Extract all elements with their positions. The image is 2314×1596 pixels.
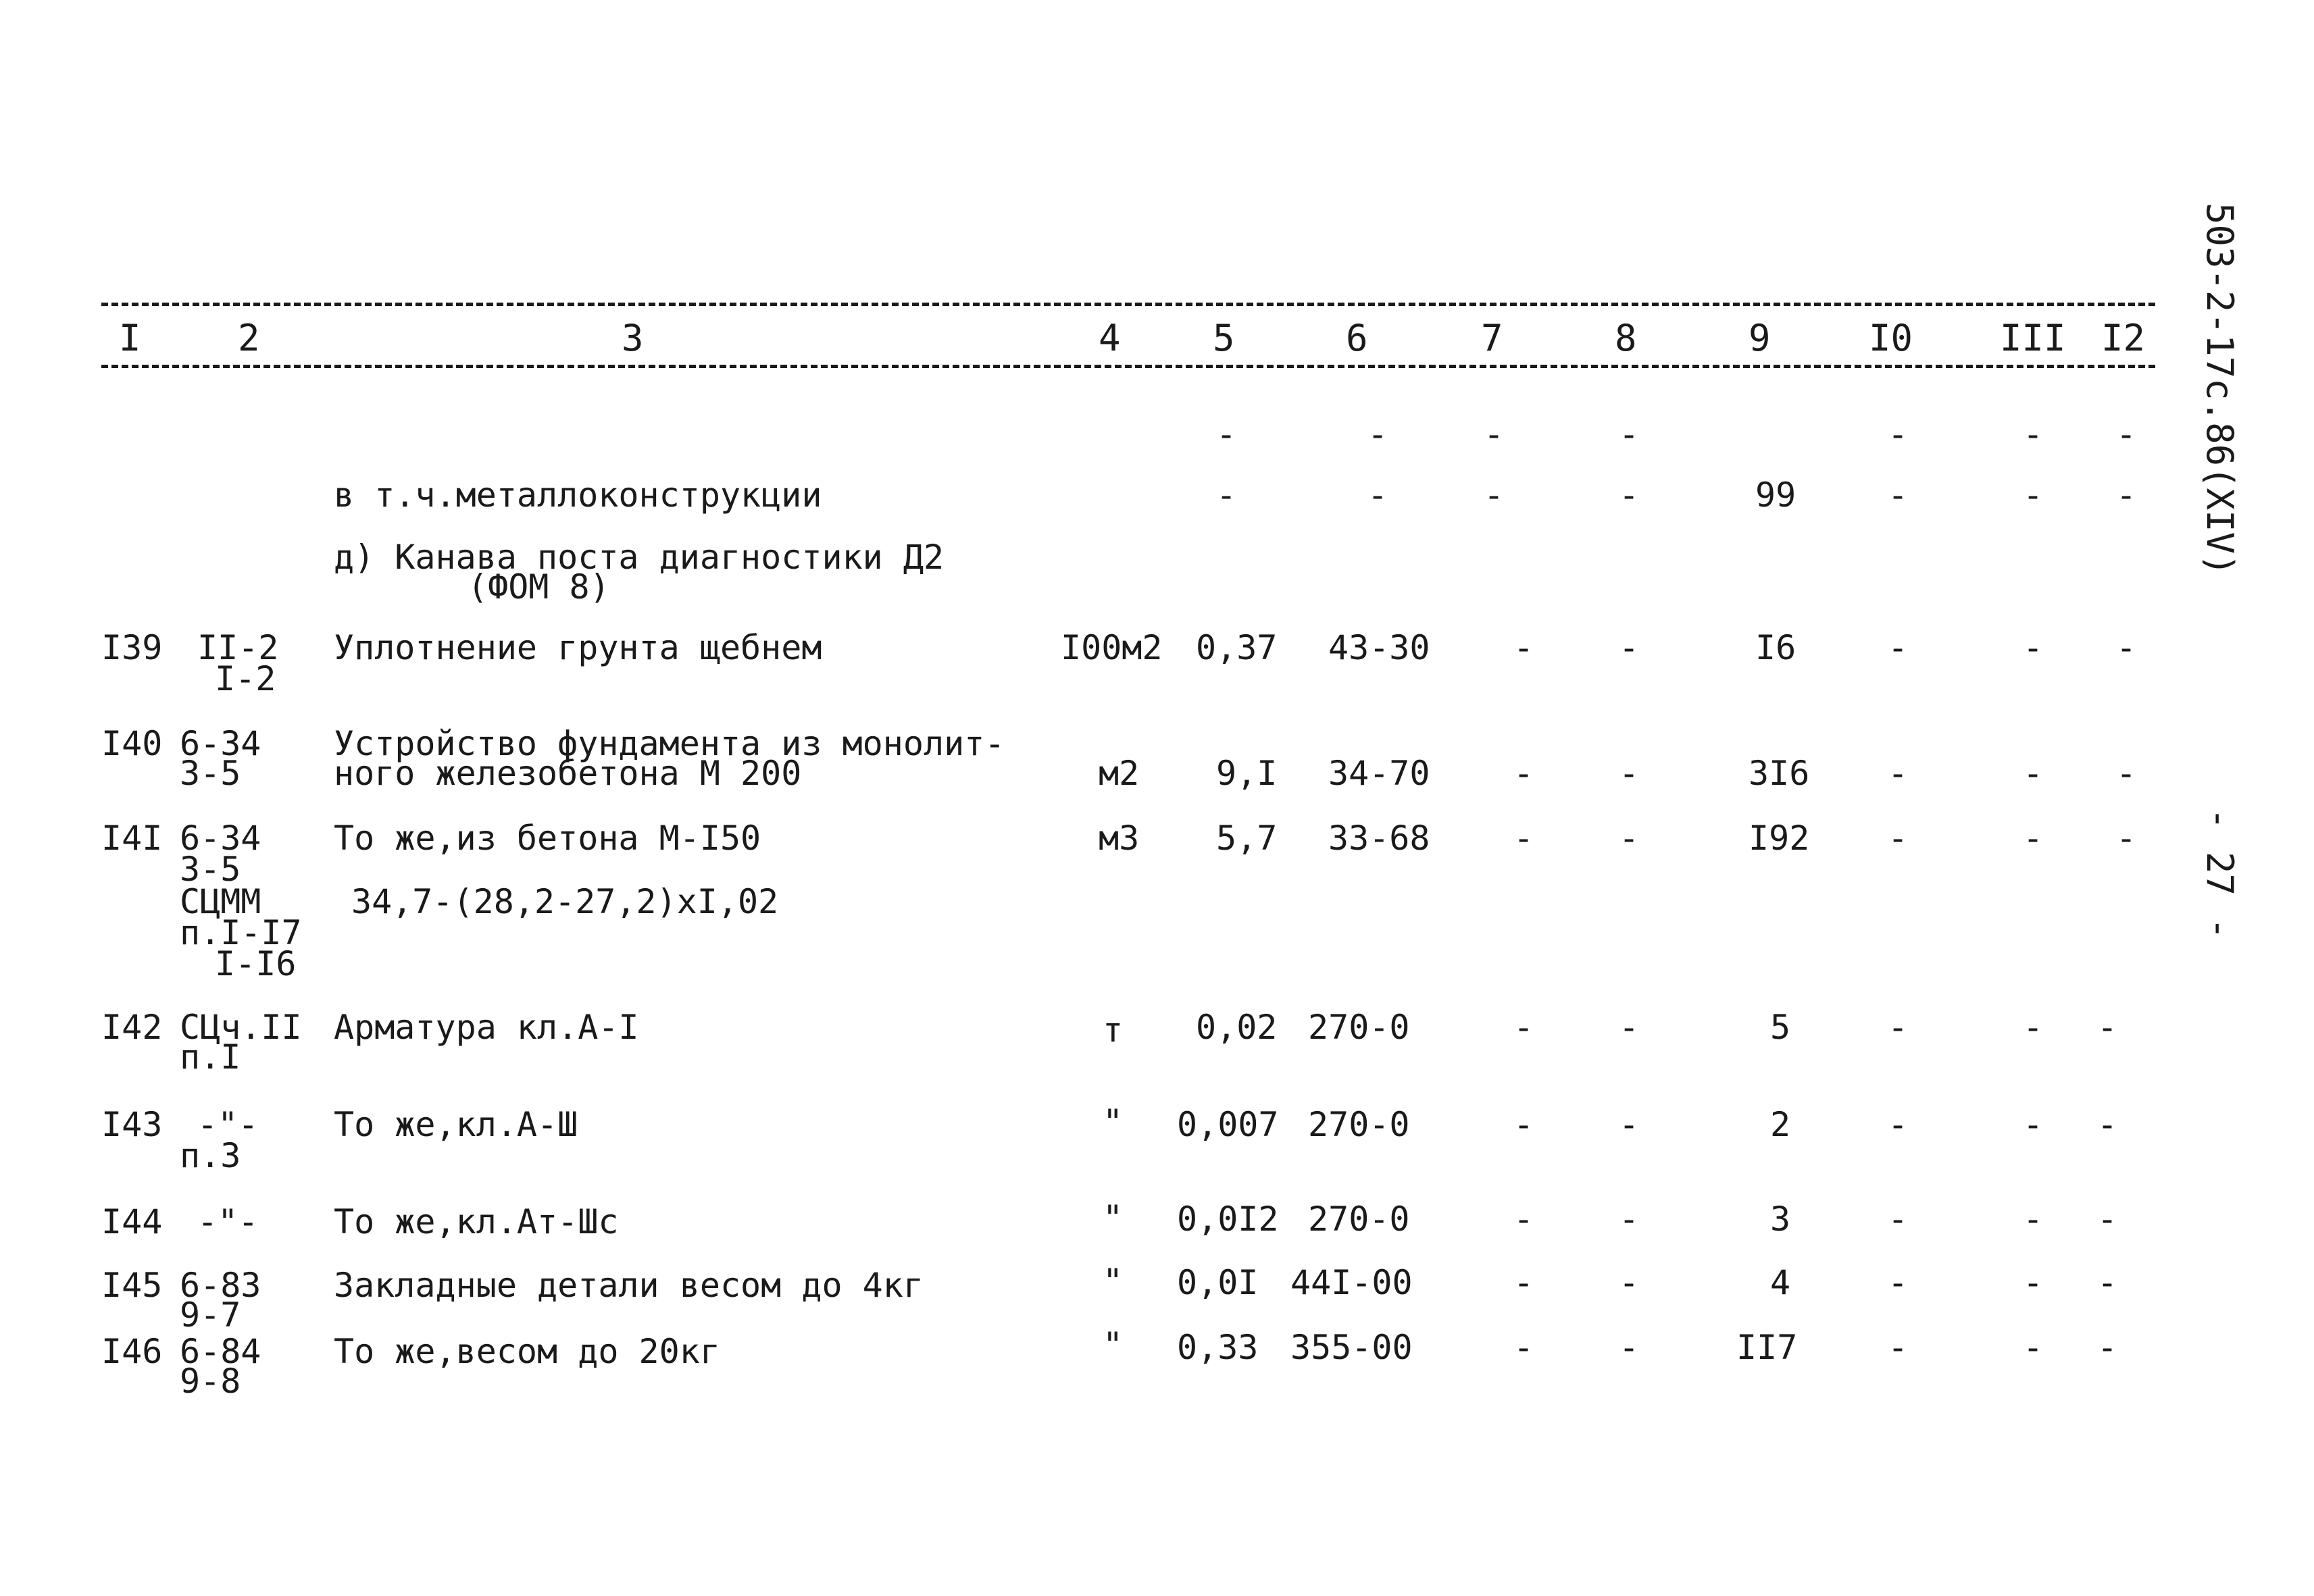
cell-qty: 0,0I [1177, 1263, 1259, 1302]
col-header-1: I [119, 317, 141, 359]
cell-desc: Закладные детали весом до 4кг [334, 1266, 924, 1305]
cell-c10: - [1888, 415, 1909, 454]
cell-number: I45 [101, 1266, 163, 1305]
cell-price: - [1367, 475, 1388, 515]
cell-c8: - [1619, 754, 1640, 793]
cell-qty: 5,7 [1216, 819, 1278, 858]
cell-c10: - [1888, 1263, 1909, 1302]
cell-desc: ного железобетона М 200 [334, 754, 802, 793]
cell-price: 270-0 [1308, 1200, 1410, 1239]
cell-c12: - [2116, 628, 2137, 667]
section-title: д) Канава поста диагностики Д2 [334, 538, 945, 577]
cell-c12: - [2097, 1105, 2118, 1144]
cell-unit: т [1103, 1010, 1124, 1050]
col-header-4: 4 [1099, 317, 1121, 359]
col-header-11: III [2000, 317, 2066, 359]
cell-code: 6-34 [180, 819, 261, 858]
cell-c11: - [2023, 1200, 2044, 1239]
cell-code: -"- [197, 1202, 259, 1241]
cell-c9: I92 [1749, 819, 1810, 858]
cell-c8: - [1619, 1263, 1640, 1302]
cell-unit: " [1103, 1198, 1124, 1237]
cell-c8: - [1619, 1328, 1640, 1367]
cell-qty: 0,37 [1196, 628, 1278, 667]
cell-c7: - [1513, 1105, 1534, 1144]
cell-code: 3-5 [180, 850, 241, 889]
cell-number: I46 [101, 1332, 163, 1371]
cell-number: I44 [101, 1202, 163, 1241]
cell-c11: - [2023, 1328, 2044, 1367]
cell-code: 9-8 [180, 1362, 241, 1401]
cell-c8: - [1619, 1200, 1640, 1239]
cell-c9: II7 [1736, 1328, 1798, 1367]
cell-unit: " [1103, 1325, 1124, 1364]
cell-c11: - [2023, 628, 2044, 667]
cell-price: 44I-00 [1290, 1263, 1413, 1302]
cell-c9: 99 [1755, 475, 1796, 515]
cell-code: СЦММ [180, 882, 261, 921]
cell-c7: - [1513, 1263, 1534, 1302]
cell-number: I42 [101, 1008, 163, 1047]
cell-c11: - [2023, 819, 2044, 858]
cell-c7: - [1513, 1328, 1534, 1367]
cell-c10: - [1888, 628, 1909, 667]
cell-c9: 5 [1770, 1008, 1791, 1047]
cell-c12: - [2116, 415, 2137, 454]
col-header-9: 9 [1749, 317, 1771, 359]
cell-code: п.3 [180, 1136, 241, 1175]
cell-code: СЦч.II [180, 1008, 302, 1047]
cell-price: 34-70 [1328, 754, 1430, 793]
cell-unit: " [1103, 1262, 1124, 1301]
cell-number: I43 [101, 1105, 163, 1144]
cell-c8: - [1619, 819, 1640, 858]
col-header-10: I0 [1869, 317, 1913, 359]
cell-code: п.I-I7 [180, 913, 302, 952]
cell-desc: в т.ч.металлоконструкции [334, 475, 822, 515]
cell-qty: 0,02 [1196, 1008, 1278, 1047]
cell-qty: 9,I [1216, 754, 1278, 793]
cell-c8: - [1619, 1105, 1640, 1144]
cell-c7: - [1513, 1200, 1534, 1239]
cell-code: 6-84 [180, 1332, 261, 1371]
cell-c8: - [1619, 628, 1640, 667]
cell-c7: - [1513, 819, 1534, 858]
cell-number: I40 [101, 724, 163, 763]
cell-c12: - [2097, 1200, 2118, 1239]
cell-price: 43-30 [1328, 628, 1430, 667]
cell-unit: I00м2 [1061, 628, 1163, 667]
header-bottom-rule [101, 365, 2155, 368]
cell-code: -"- [197, 1105, 259, 1144]
cell-code: 6-83 [180, 1266, 261, 1305]
cell-c9: 3I6 [1749, 754, 1810, 793]
document-code: 503-2-17с.86(XIV) [2198, 203, 2241, 576]
col-header-3: 3 [622, 317, 644, 359]
cell-code: 3-5 [180, 754, 241, 793]
cell-c9: 3 [1770, 1200, 1791, 1239]
cell-c10: - [1888, 1200, 1909, 1239]
col-header-12: I2 [2101, 317, 2146, 359]
section-subtitle: (ФОМ 8) [468, 567, 610, 607]
cell-c10: - [1888, 475, 1909, 515]
cell-desc: Арматура кл.А-I [334, 1008, 639, 1047]
col-header-6: 6 [1346, 317, 1368, 359]
cell-desc: Уплотнение грунта щебнем [334, 628, 822, 667]
cell-c7: - [1484, 475, 1505, 515]
cell-c12: - [2116, 754, 2137, 793]
cell-code: п.I [180, 1037, 241, 1077]
cell-formula: 34,7-(28,2-27,2)хI,02 [351, 882, 779, 921]
col-header-7: 7 [1481, 317, 1503, 359]
cell-code: I-I6 [215, 944, 297, 983]
cell-desc: То же,кл.Ат-Шс [334, 1202, 619, 1241]
cell-c7: - [1484, 415, 1505, 454]
cell-c9: I6 [1755, 628, 1796, 667]
cell-c12: - [2097, 1263, 2118, 1302]
cell-c11: - [2023, 1008, 2044, 1047]
cell-code: I-2 [215, 659, 276, 698]
cell-c8: - [1619, 475, 1640, 515]
cell-desc: То же,кл.А-Ш [334, 1105, 578, 1144]
cell-c10: - [1888, 1105, 1909, 1144]
cell-qty: - [1216, 475, 1237, 515]
cell-c10: - [1888, 819, 1909, 858]
cell-c11: - [2023, 1105, 2044, 1144]
cell-c9: 4 [1770, 1263, 1791, 1302]
cell-desc: Устройство фундамента из монолит- [334, 724, 1005, 763]
cell-price: 355-00 [1290, 1328, 1413, 1367]
cell-c10: - [1888, 1008, 1909, 1047]
cell-c12: - [2097, 1008, 2118, 1047]
cell-desc: То же,из бетона М-I50 [334, 819, 761, 858]
cell-price: - [1367, 415, 1388, 454]
cell-price: 33-68 [1328, 819, 1430, 858]
cell-c11: - [2023, 475, 2044, 515]
cell-desc: То же,весом до 20кг [334, 1332, 720, 1371]
cell-price: 270-0 [1308, 1105, 1410, 1144]
col-header-8: 8 [1615, 317, 1637, 359]
cell-code: II-2 [197, 628, 279, 667]
cell-c11: - [2023, 1263, 2044, 1302]
cell-c9: 2 [1770, 1105, 1791, 1144]
cell-qty: 0,0I2 [1177, 1200, 1279, 1239]
cell-unit: м2 [1099, 754, 1140, 793]
page-number: - 27 - [2198, 808, 2241, 940]
cell-c12: - [2097, 1328, 2118, 1367]
col-header-5: 5 [1213, 317, 1235, 359]
cell-number: I39 [101, 628, 163, 667]
cell-code: 9-7 [180, 1295, 241, 1335]
cell-number: I4I [101, 819, 163, 858]
cell-c7: - [1513, 1008, 1534, 1047]
cell-c8: - [1619, 415, 1640, 454]
header-top-rule [101, 303, 2155, 306]
cell-c7: - [1513, 754, 1534, 793]
cell-unit: м3 [1099, 819, 1140, 858]
cell-c8: - [1619, 1008, 1640, 1047]
col-header-2: 2 [238, 317, 260, 359]
cell-c12: - [2116, 819, 2137, 858]
cell-qty: - [1216, 415, 1237, 454]
cell-c10: - [1888, 1328, 1909, 1367]
cell-c11: - [2023, 754, 2044, 793]
cell-c11: - [2023, 415, 2044, 454]
cell-c10: - [1888, 754, 1909, 793]
cell-unit: " [1103, 1102, 1124, 1141]
cell-qty: 0,007 [1177, 1105, 1279, 1144]
cell-code: 6-34 [180, 724, 261, 763]
cell-c12: - [2116, 475, 2137, 515]
cell-qty: 0,33 [1177, 1328, 1259, 1367]
cell-c7: - [1513, 628, 1534, 667]
cell-price: 270-0 [1308, 1008, 1410, 1047]
